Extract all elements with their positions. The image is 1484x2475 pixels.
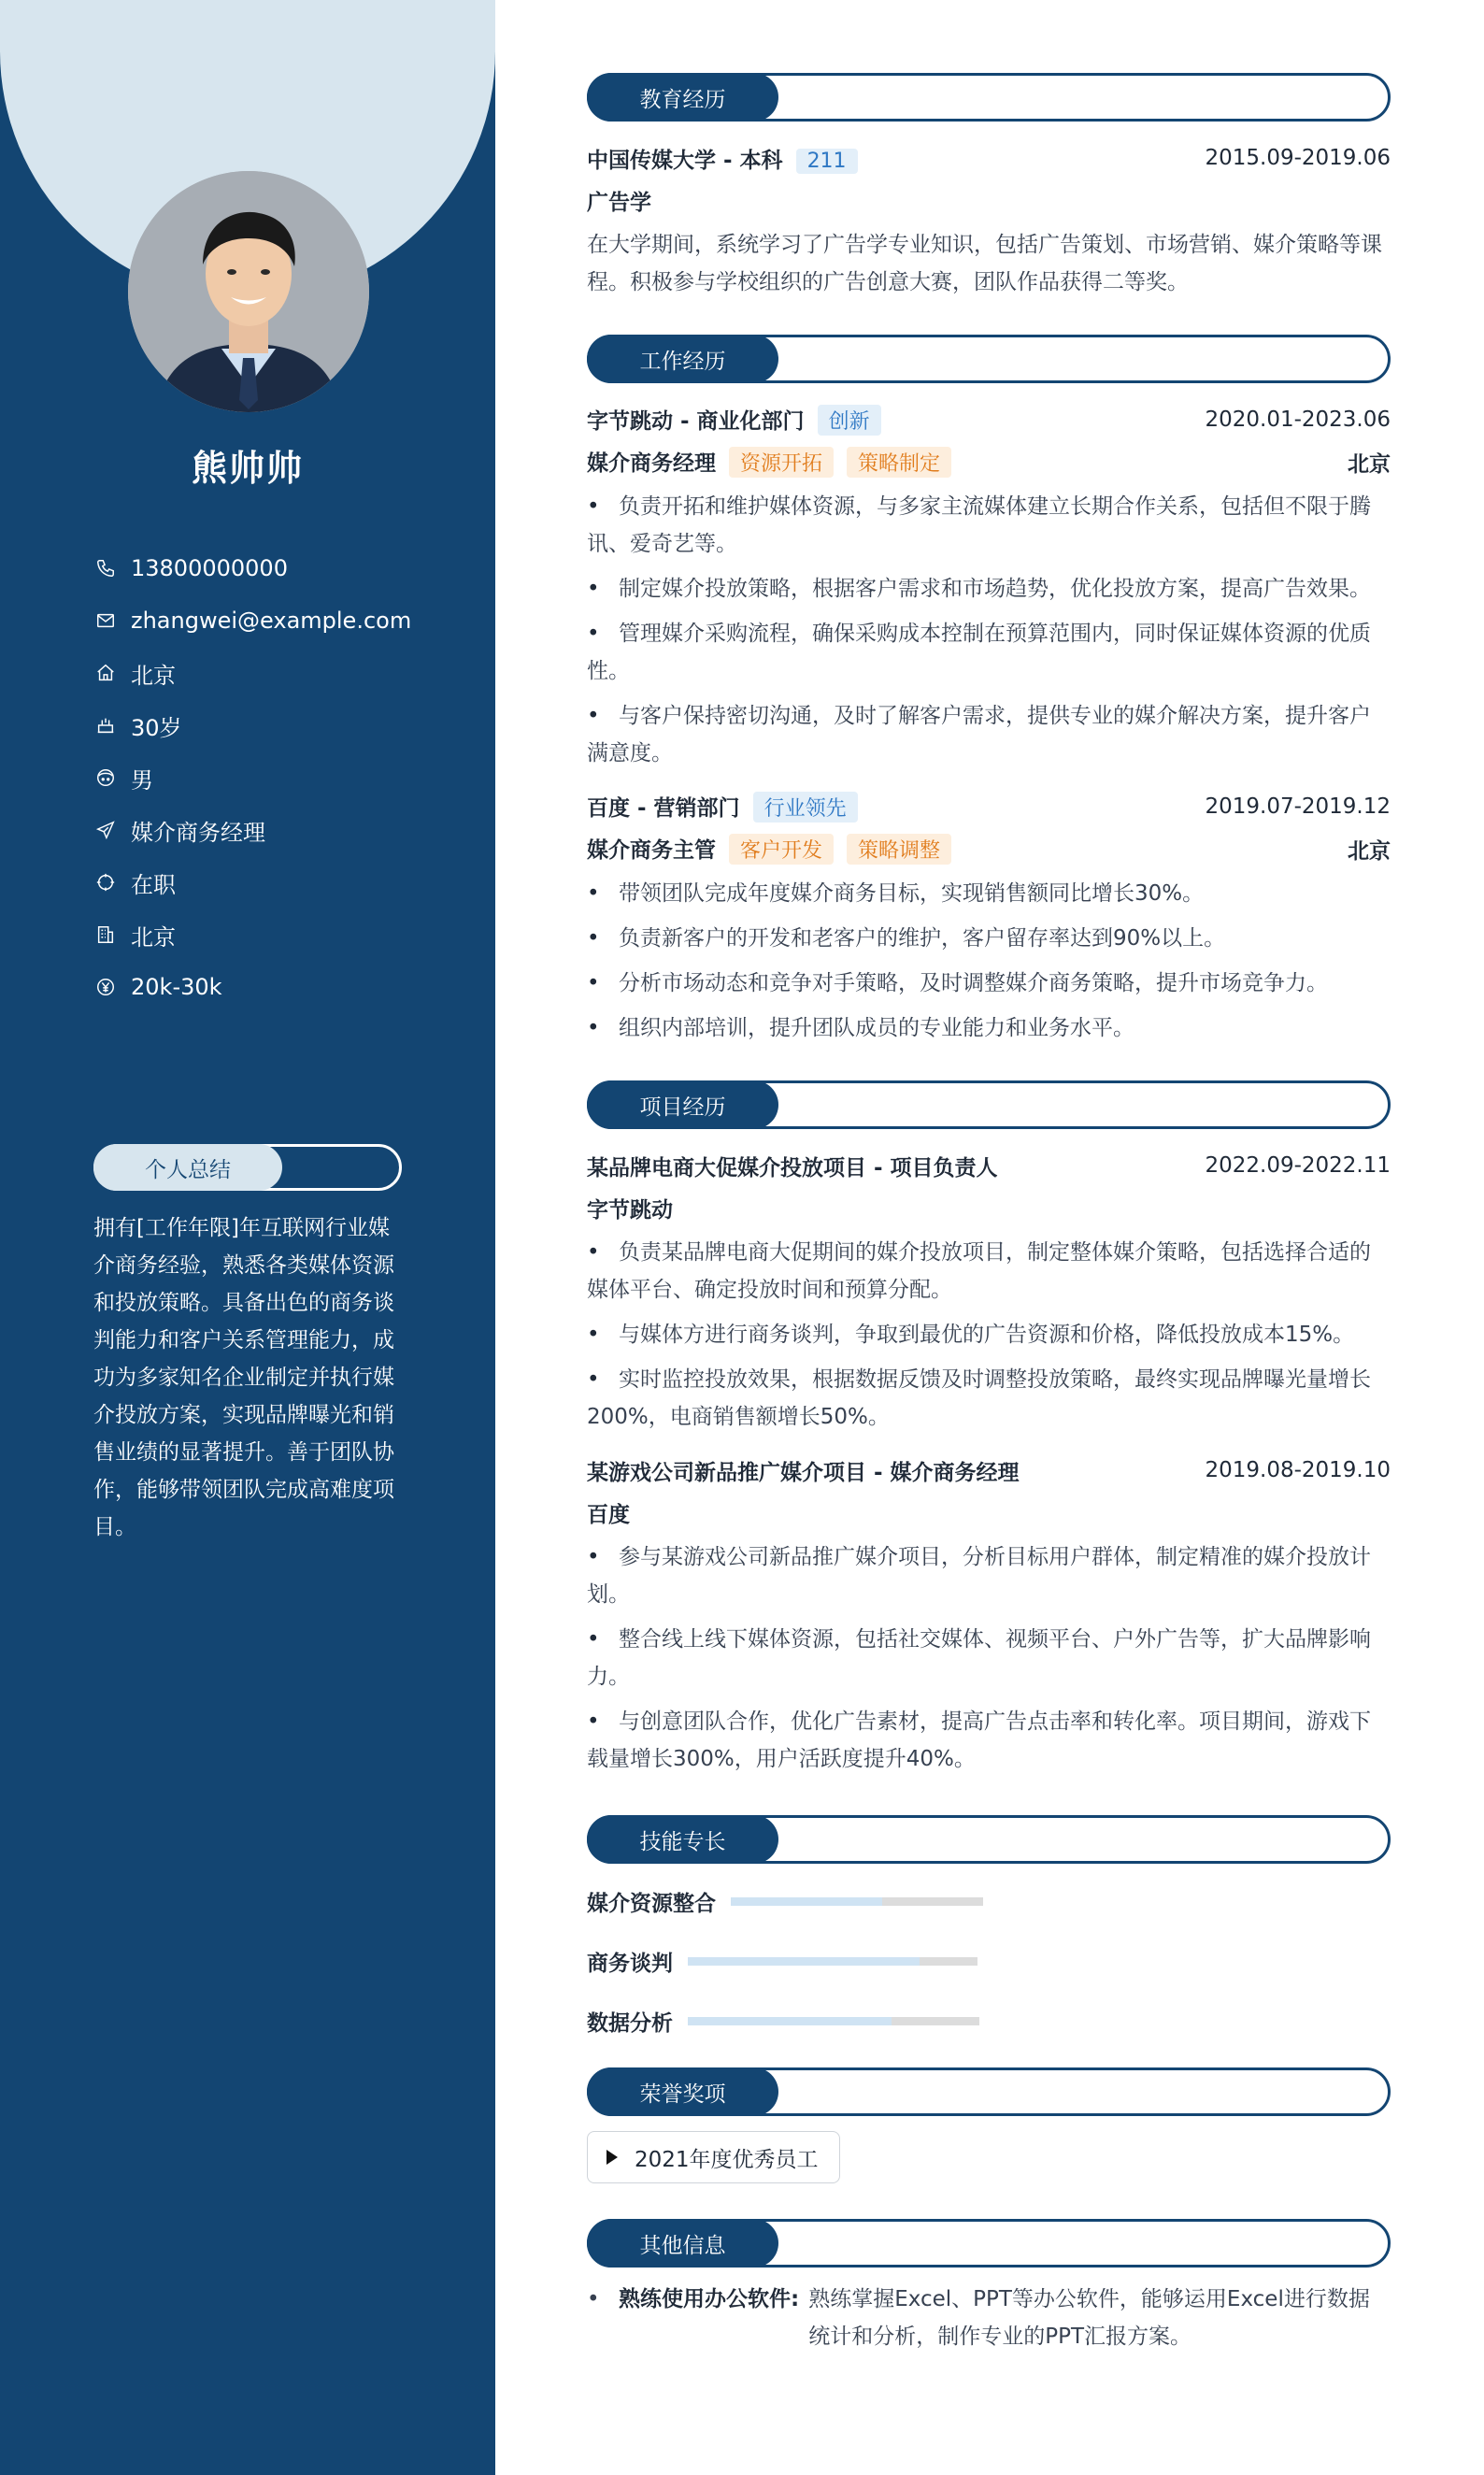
awards-header [587,2067,1391,2116]
info-text: 20k-30k [131,974,222,1000]
skill-item [587,1991,979,2051]
section-title: 教育经历 [587,73,778,122]
education-row [587,142,1391,174]
skill-bar [731,1897,983,1906]
work-city: 北京 [1348,451,1391,477]
info-position [93,804,467,856]
skill-item [587,1931,977,1991]
salary-icon [93,975,118,999]
section-title: 技能专长 [587,1815,778,1864]
section-title: 荣誉奖项 [587,2067,778,2116]
project-points [587,1234,1391,1436]
project-points [587,1538,1391,1778]
send-icon [93,818,118,842]
skill-tag: 资源开拓 [729,447,834,478]
skill-tag: 策略调整 [847,834,951,865]
section-title: 工作经历 [587,335,778,383]
info-text: 30岁 [131,714,182,741]
award-item[interactable] [587,2131,840,2183]
award-label: 2021年度优秀员工 [635,2147,819,2172]
work-item [587,404,1391,772]
skill-label: 商务谈判 [587,1951,673,1976]
cake-icon [93,713,118,737]
avatar [128,171,369,412]
job-role: 媒介商务经理 [587,451,716,476]
work-date: 2019.07-2019.12 [1205,794,1391,819]
skill-bar [688,2017,979,2025]
list-item: • 分析市场动态和竞争对手策略，及时调整媒介商务策略，提升市场竞争力。 [587,965,1391,1002]
main-content [587,73,1391,2355]
project-date: 2022.09-2022.11 [1205,1153,1391,1178]
project-name: 某品牌电商大促媒介投放项目 - 项目负责人 [587,1155,998,1180]
summary-title: 个人总结 [93,1144,282,1191]
project-item [587,1454,1391,1778]
info-city [93,647,467,699]
job-role: 媒介商务主管 [587,838,716,863]
list-item: • 整合线上线下媒体资源，包括社交媒体、视频平台、户外广告等，扩大品牌影响力。 [587,1621,1391,1695]
projects-header [587,1080,1391,1129]
work-city: 北京 [1348,838,1391,864]
work-date: 2020.01-2023.06 [1205,408,1391,432]
triangle-right-icon [606,2150,618,2165]
list-item: • 管理媒介采购流程，确保采购成本控制在预算范围内，同时保证媒体资源的优质性。 [587,615,1391,690]
phone-icon [93,556,118,580]
company-tag: 行业领先 [753,792,858,823]
work-points [587,488,1391,772]
skills-section [587,1815,1391,2051]
list-item [587,2281,1391,2355]
info-text: 北京 [131,662,176,689]
list-item: • 与客户保持密切沟通，及时了解客户需求，提供专业的媒介解决方案，提升客户满意度。 [587,697,1391,772]
work-section [587,335,1391,1047]
avatar-image [128,171,369,412]
major: 广告学 [587,190,651,215]
skill-label: 数据分析 [587,2010,673,2036]
project-item [587,1150,1391,1436]
company-tag: 创新 [818,405,881,436]
info-text: 北京 [131,923,176,951]
project-org: 百度 [587,1502,630,1527]
contact-info-list [93,542,467,1013]
skill-label: 媒介资源整合 [587,1891,716,1916]
skill-bar-fill [688,1957,920,1966]
info-text: zhangwei@example.com [131,608,412,634]
list-item: • 与创意团队合作，优化广告素材，提高广告点击率和转化率。项目期间，游戏下载量增长300%，用户活跃度提升40%。 [587,1703,1391,1778]
other-header [587,2219,1391,2268]
info-salary [93,961,467,1013]
project-org: 字节跳动 [587,1197,673,1223]
other-list [587,2281,1391,2355]
work-header [587,335,1391,383]
info-phone [93,542,467,594]
skill-bar-fill [731,1897,882,1906]
awards-section [587,2067,1391,2219]
profile-name: 熊帅帅 [191,448,304,489]
skill-tag: 策略制定 [847,447,951,478]
school-name: 中国传媒大学 - 本科 [587,148,783,173]
company-name: 字节跳动 - 商业化部门 [587,409,805,434]
education-section [587,73,1391,301]
project-date: 2019.08-2019.10 [1205,1458,1391,1482]
mail-icon [93,608,118,633]
work-item [587,791,1391,1047]
skill-bar-fill [688,2017,892,2025]
info-text: 男 [131,766,153,794]
sidebar [0,0,495,2475]
gender-icon [93,765,118,790]
list-item: • 负责新客户的开发和老客户的维护，客户留存率达到90%以上。 [587,920,1391,957]
other-value: 熟练掌握Excel、PPT等办公软件，能够运用Excel进行数据统计和分析，制作专业的PPT汇报方案。 [808,2287,1370,2349]
status-icon [93,870,118,894]
summary-section [93,1144,402,1546]
info-text: 媒介商务经理 [131,819,265,846]
education-header [587,73,1391,122]
list-item: • 实时监控投放效果，根据数据反馈及时调整投放策略，最终实现品牌曝光量增长200%，电商销售额增长50%。 [587,1361,1391,1436]
skill-item [587,1871,983,1931]
projects-section [587,1080,1391,1778]
company-name: 百度 - 营销部门 [587,796,740,821]
info-age [93,699,467,751]
list-item: • 负责开拓和维护媒体资源，与多家主流媒体建立长期合作关系，包括但不限于腾讯、爱奇艺等。 [587,488,1391,563]
building-icon [93,923,118,947]
list-item: • 制定媒介投放策略，根据客户需求和市场趋势，优化投放方案，提高广告效果。 [587,570,1391,608]
bullet-icon: • [587,2287,600,2311]
other-section [587,2219,1391,2355]
skill-tag: 客户开发 [729,834,834,865]
list-item: • 组织内部培训，提升团队成员的专业能力和业务水平。 [587,1009,1391,1047]
list-item: • 参与某游戏公司新品推广媒介项目，分析目标用户群体，制定精准的媒介投放计划。 [587,1538,1391,1613]
info-text: 在职 [131,871,176,898]
skills-list [587,1871,1391,2051]
education-date: 2015.09-2019.06 [1205,146,1391,170]
list-item: • 负责某品牌电商大促期间的媒介投放项目，制定整体媒介策略，包括选择合适的媒体平台、确定投放时间和预算分配。 [587,1234,1391,1309]
info-gender [93,751,467,804]
info-status [93,856,467,908]
section-title: 其他信息 [587,2219,778,2268]
summary-header [93,1144,402,1191]
project-name: 某游戏公司新品推广媒介项目 - 媒介商务经理 [587,1460,1020,1485]
work-points [587,875,1391,1047]
info-text: 13800000000 [131,555,288,581]
summary-text: 拥有[工作年限]年互联网行业媒介商务经验，熟悉各类媒体资源和投放策略。具备出色的商务谈判能力和客户关系管理能力，成功为多家知名企业制定并执行媒介投放方案，实现品牌曝光和销售业绩的显著提升。善于团队协作，能够带领团队完成高难度项目。 [93,1216,394,1539]
info-email [93,594,467,647]
skills-header [587,1815,1391,1864]
school-tag: 211 [796,149,858,174]
home-icon [93,661,118,685]
education-desc: 在大学期间，系统学习了广告学专业知识，包括广告策划、市场营销、媒介策略等课程。积极参与学校组织的广告创意大赛，团队作品获得二等奖。 [587,233,1382,294]
other-key: 熟练使用办公软件: [619,2287,800,2311]
list-item: • 带领团队完成年度媒介商务目标，实现销售额同比增长30%。 [587,875,1391,912]
section-title: 项目经历 [587,1080,778,1129]
skill-bar [688,1957,977,1966]
list-item: • 与媒体方进行商务谈判，争取到最优的广告资源和价格，降低投放成本15%。 [587,1316,1391,1353]
info-work-city [93,908,467,961]
